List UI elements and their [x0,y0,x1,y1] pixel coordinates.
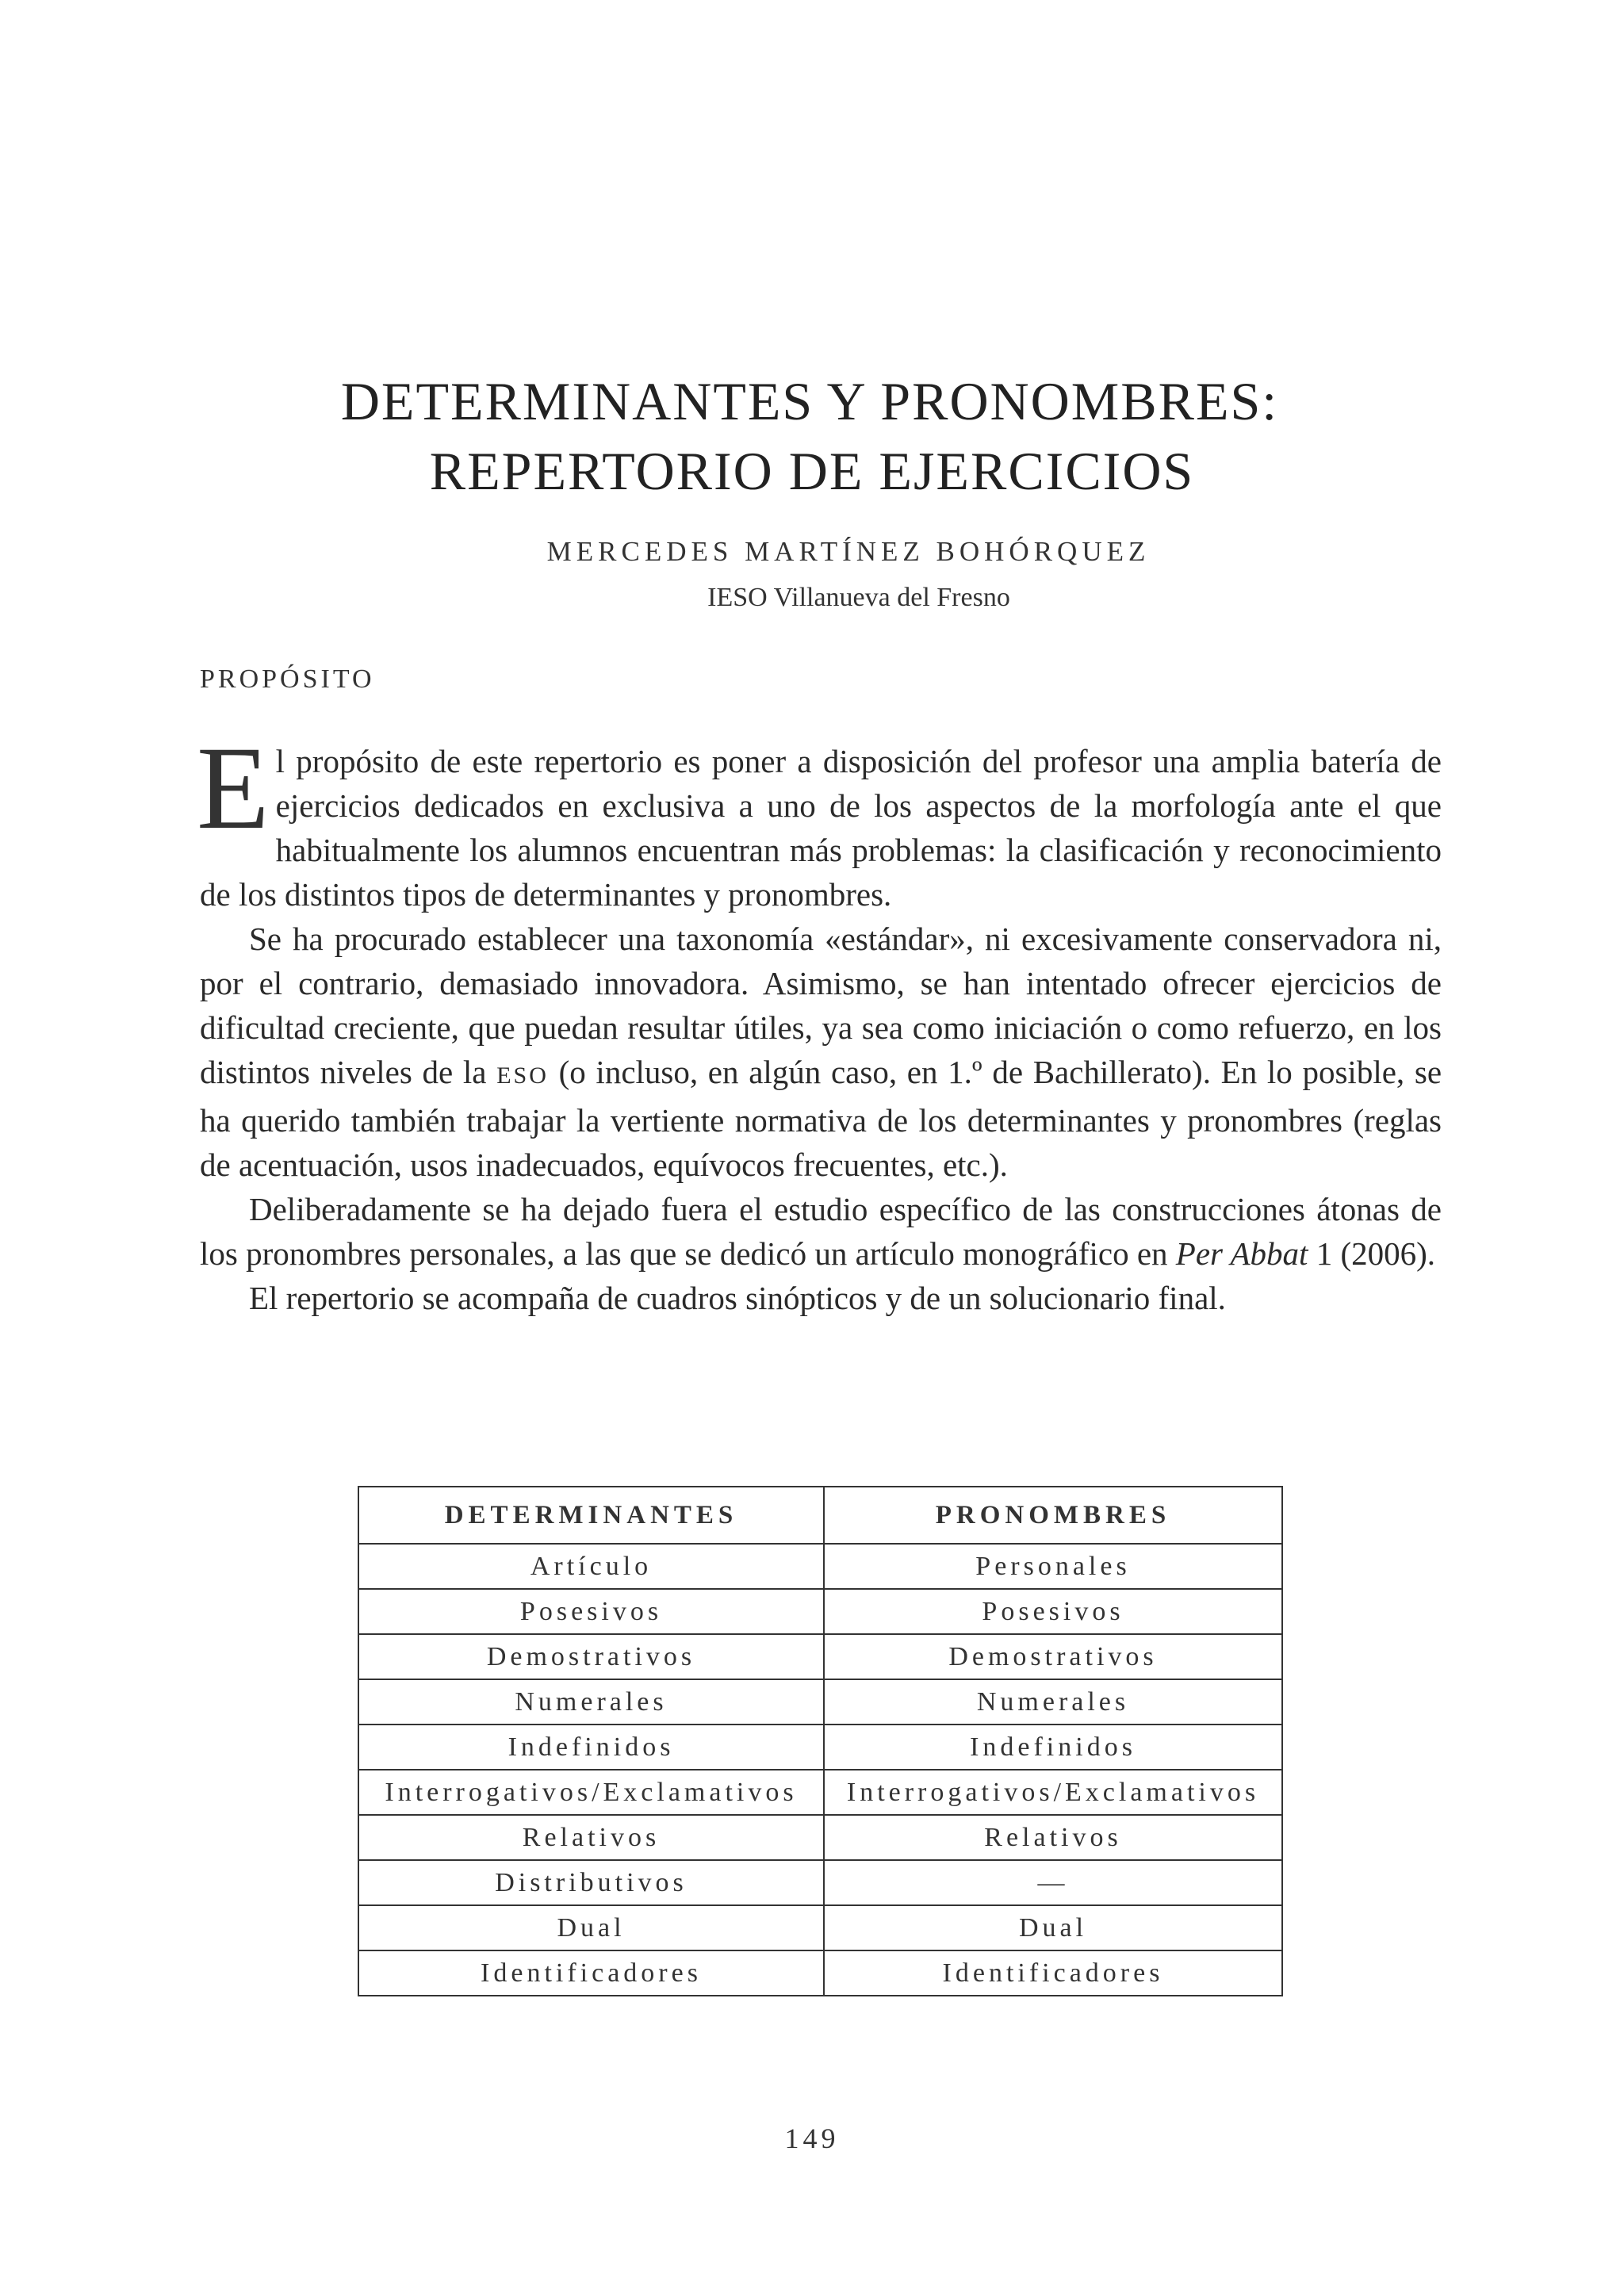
table-cell: Posesivos [824,1589,1282,1634]
table-cell: Relativos [358,1815,824,1860]
paragraph-1 [197,722,1442,917]
body-text [197,722,1442,1320]
table-cell: Identificadores [824,1950,1282,1996]
table-cell: Demostrativos [824,1634,1282,1679]
table-cell: Dual [358,1905,824,1950]
table-row [358,1589,1282,1634]
table-cell: Indefinidos [824,1725,1282,1770]
table-cell: Dual [824,1905,1282,1950]
paragraph-3-part-b: 1 (2006). [1316,1235,1435,1272]
author-affiliation: IESO Villanueva del Fresno [707,583,1010,612]
paragraph-3-part-a: Deliberadamente se ha dejado fuera el estudio específico de las construcciones átonas de los pronombres personales, a las que se dedicó un artículo monográfico en [200,1191,1442,1272]
journal-title: Per Abbat [1175,1235,1308,1272]
table-cell: Demostrativos [358,1634,824,1679]
table-cell: Artículo [358,1544,824,1589]
section-heading: PROPÓSITO [200,664,375,694]
table-cell: Posesivos [358,1589,824,1634]
paragraph-2-part-a: Se ha procurado establecer una taxonomía «estándar», ni excesivamente conservadora ni, por el contrario, demasiado innovadora. Asimismo, se han intentado ofrecer ejercicios de dificultad creciente, que puedan resultar útiles, ya sea como iniciación o como refuerzo, en los distintos niveles de la [200,921,1442,1090]
table-row [358,1634,1282,1679]
table-cell: Numerales [358,1679,824,1725]
title-line-1: DETERMINANTES Y PRONOMBRES: [340,371,1279,431]
header-pronombres: PRONOMBRES [824,1487,1282,1544]
table-cell: Identificadores [358,1950,824,1996]
author-name: MERCEDES MARTÍNEZ BOHÓRQUEZ [546,536,1151,567]
acronym-eso: ESO [496,1062,549,1089]
table-cell: Interrogativos/Exclamativos [824,1770,1282,1815]
paragraph-4: El repertorio se acompaña de cuadros sinópticos y de un solucionario final. [249,1280,1226,1316]
paragraph-1-text: l propósito de este repertorio es poner a disposición del profesor una amplia batería de ejercicios dedicados en exclusiva a uno de los aspectos de la morfología ante el que habitualmente los alumnos encuentran más problemas: la clasificación y reconocimiento de los distintos tipos de determinantes y pronombres. [200,743,1442,913]
table-cell: Interrogativos/Exclamativos [358,1770,824,1815]
paragraph-3 [200,1187,1442,1276]
drop-cap: E [197,722,270,854]
paragraph-2-part-b: (o incluso, en algún caso, en 1.º de Bachillerato). En lo posible, se ha querido también trabajar la vertiente normativa de los determinantes y pronombres (reglas de acentuación, usos inadecuados, equívocos frecuentes, etc.). [200,1054,1442,1183]
classification-table [358,1486,1283,1996]
table-row [358,1905,1282,1950]
table-cell: Numerales [824,1679,1282,1725]
table-cell: Personales [824,1544,1282,1589]
table-row [358,1950,1282,1996]
article-title [0,366,1624,506]
table-row [358,1860,1282,1905]
table-cell: Indefinidos [358,1725,824,1770]
table-row [358,1725,1282,1770]
table-row [358,1544,1282,1589]
table-row [358,1679,1282,1725]
table-header-row [358,1487,1282,1544]
table-cell: — [824,1860,1282,1905]
paragraph-2 [200,917,1442,1187]
table-cell: Distributivos [358,1860,824,1905]
title-line-2: REPERTORIO DE EJERCICIOS [429,441,1195,501]
page-number: 149 [784,2123,840,2154]
table-row [358,1770,1282,1815]
table-cell: Relativos [824,1815,1282,1860]
table-row [358,1815,1282,1860]
header-determinantes: DETERMINANTES [358,1487,824,1544]
